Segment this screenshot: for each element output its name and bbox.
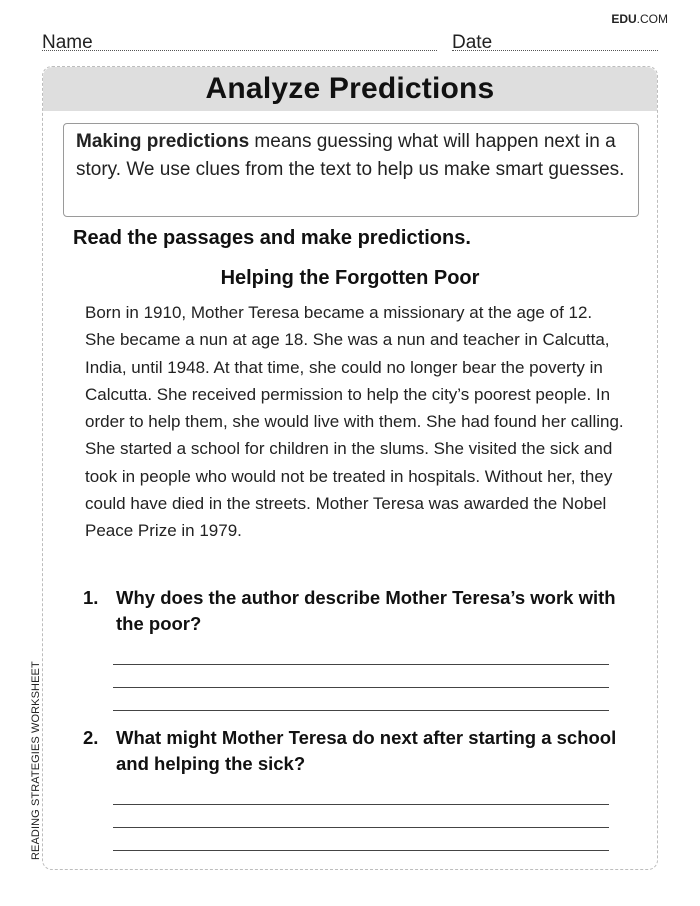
question-2: [83, 725, 623, 777]
edu-logo: [611, 12, 668, 26]
logo-rest: .COM: [636, 12, 668, 26]
date-label: Date: [452, 32, 493, 53]
name-write-line[interactable]: [42, 50, 437, 51]
definition-term: Making predictions: [76, 131, 250, 152]
side-label: READING STRATEGIES WORKSHEET: [30, 661, 42, 860]
question-text: What might Mother Teresa do next after starting a school and helping the sick?: [116, 727, 617, 774]
definition-text: means guessing what will happen next in a story. We use clues from the text to help us make smart guesses.: [76, 131, 625, 180]
definition-box: [63, 123, 639, 217]
answer-line[interactable]: [113, 687, 609, 688]
question-number: 1.: [83, 587, 99, 608]
answer-line[interactable]: [113, 850, 609, 851]
passage-title: Helping the Forgotten Poor: [220, 267, 480, 289]
passage-paragraph: Born in 1910, Mother Teresa became a missionary at the age of 12. She became a nun at age 18. She was a nun and teacher in Calcutta, India, until 1948. At that time, she could no longer bear the poverty in Calcutta. She received permission to help the city’s poorest people. In order to help them, she would live with them. She had found her calling.: [85, 303, 624, 432]
answer-line[interactable]: [113, 664, 609, 665]
name-label: Name: [42, 32, 93, 53]
logo-bold: EDU: [611, 12, 637, 26]
worksheet-frame: [42, 66, 658, 870]
question-number: 2.: [83, 727, 99, 748]
answer-line[interactable]: [113, 710, 609, 711]
passage-paragraph: She started a school for children in the slums. She visited the sick and took in people who would not be treated in hospitals. Without her, they could have died in the streets. Mother Teresa was awarded the Nobel Peace Prize in 1979.: [85, 439, 613, 541]
date-write-line[interactable]: [452, 50, 658, 51]
page-title: Analyze Predictions: [205, 72, 495, 105]
instruction: Read the passages and make predictions.: [73, 227, 471, 249]
question-text: Why does the author describe Mother Teresa’s work with the poor?: [116, 587, 616, 634]
answer-line[interactable]: [113, 804, 609, 805]
question-1: [83, 585, 623, 637]
passage: [85, 299, 625, 545]
answer-line[interactable]: [113, 827, 609, 828]
title-bar: [43, 67, 657, 111]
name-date-line: [42, 30, 658, 54]
